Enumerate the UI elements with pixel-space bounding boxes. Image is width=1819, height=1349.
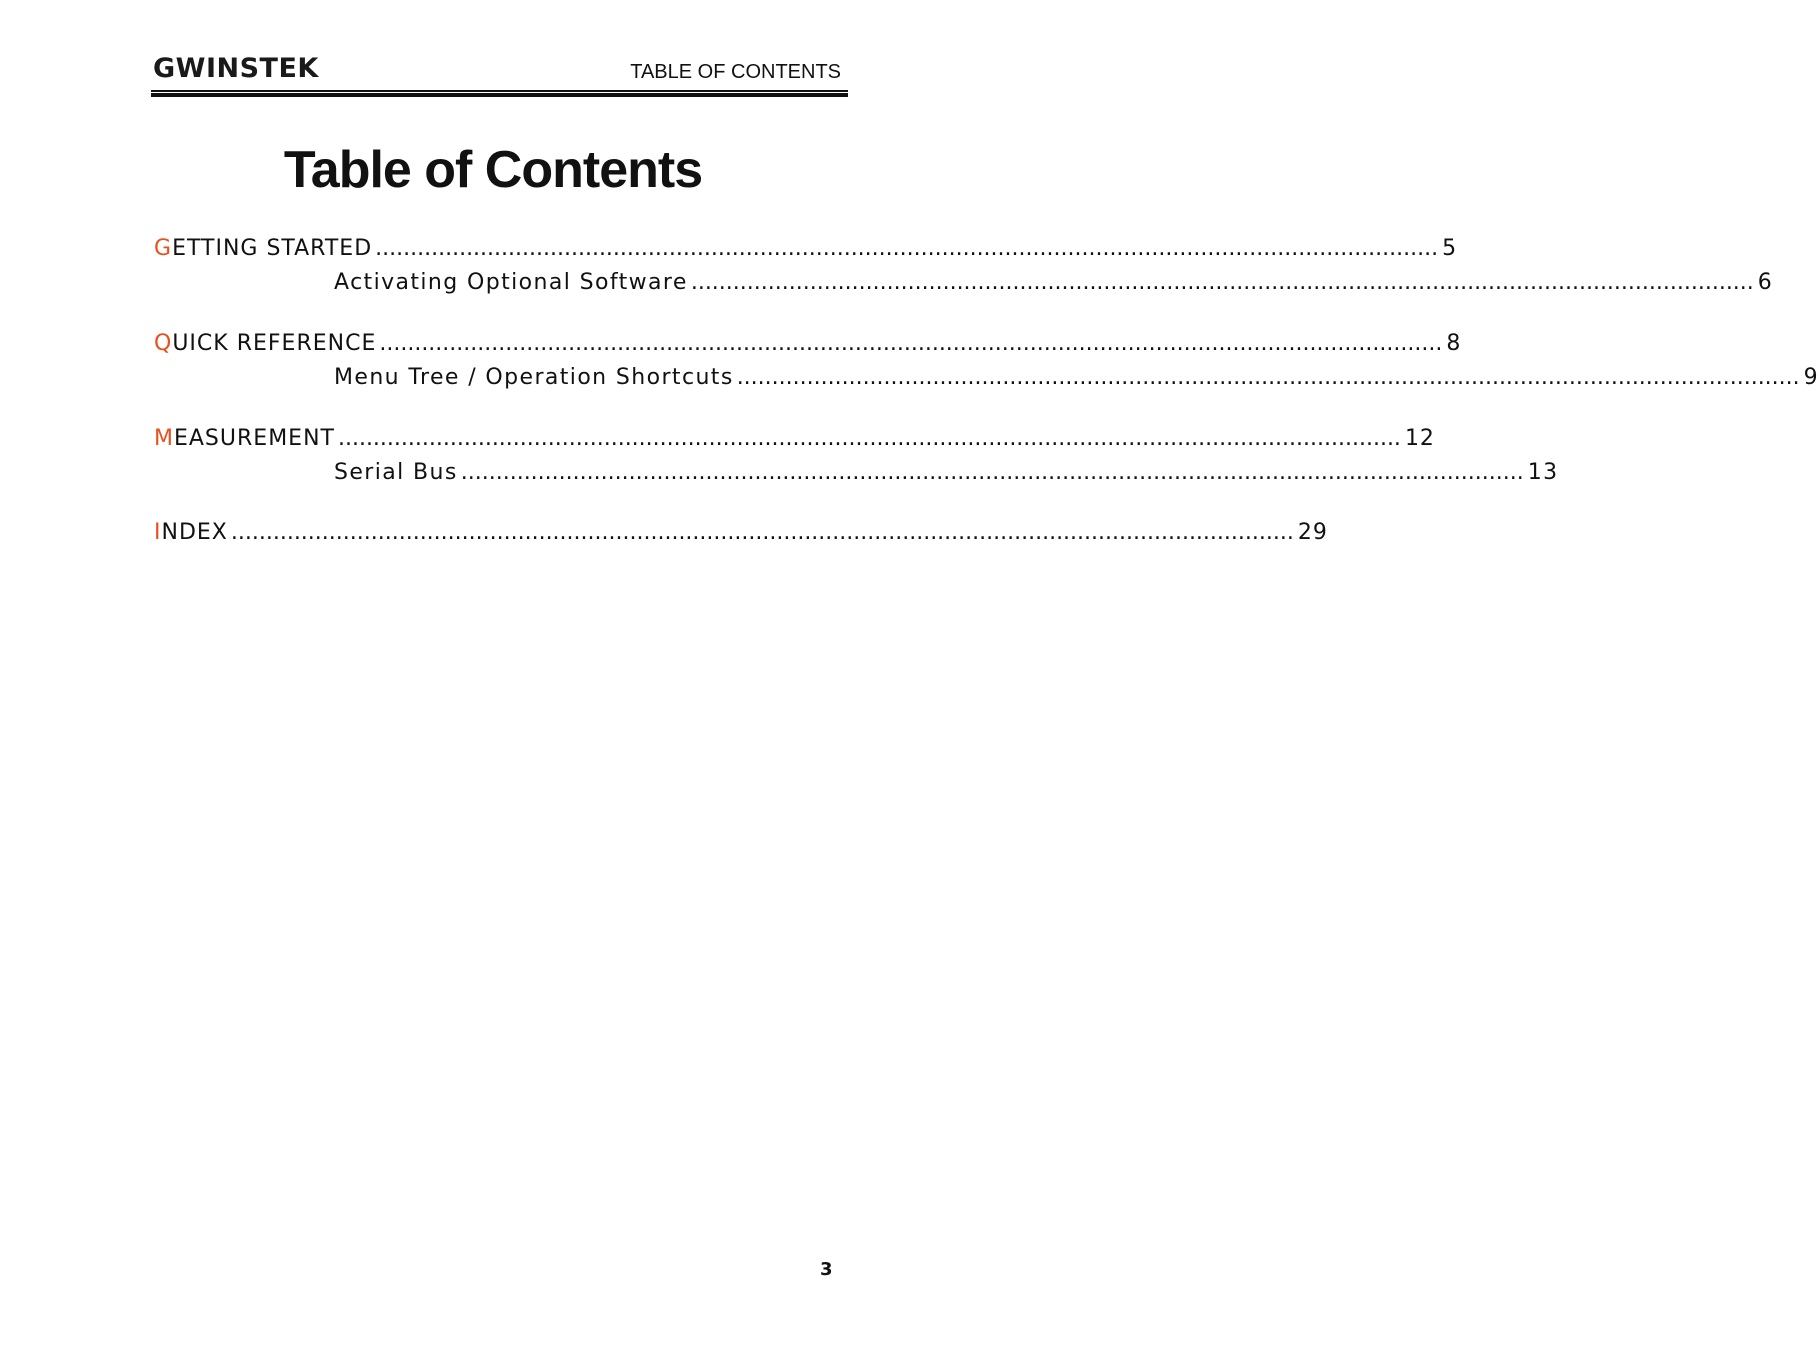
toc-section-activating-optional-software[interactable] — [334, 269, 1774, 297]
toc-chapter-getting-started[interactable] — [154, 235, 1458, 263]
toc-leader-dots: ........................................................................................................................................................ — [460, 460, 1524, 485]
toc-chapter-label: ETTING STARTED — [172, 236, 373, 261]
toc-page-number: 5 — [1442, 236, 1458, 261]
toc-chapter-measurement[interactable] — [154, 425, 1435, 453]
header-rule-thin — [151, 90, 848, 92]
toc-section-label: Activating Optional Software — [334, 270, 688, 295]
toc-chapter-initial: M — [154, 426, 174, 451]
footer-page-number: 3 — [820, 1259, 833, 1280]
toc-leader-dots: ........................................................................................................................................................ — [690, 270, 1754, 295]
toc-section-label: Serial Bus — [334, 460, 458, 485]
page-title: Table of Contents — [283, 141, 703, 199]
toc-chapter-initial: I — [154, 520, 162, 545]
toc-section-menu-tree[interactable] — [334, 364, 1819, 392]
toc-page-number: 12 — [1404, 426, 1435, 451]
running-header-title: TABLE OF CONTENTS — [630, 61, 841, 83]
toc-section-label: Menu Tree / Operation Shortcuts — [334, 365, 734, 390]
toc-chapter-quick-reference[interactable] — [154, 330, 1462, 358]
toc-leader-dots: ........................................................................................................................................................ — [230, 520, 1294, 545]
brand-logo: GWINSTEK — [153, 53, 319, 84]
toc-chapter-index[interactable] — [154, 519, 1328, 547]
toc-page-number: 13 — [1527, 460, 1559, 485]
toc-chapter-initial: G — [154, 236, 173, 261]
toc-page-number: 9 — [1803, 365, 1819, 390]
toc-leader-dots: ........................................................................................................................................................ — [375, 236, 1439, 261]
toc-chapter-initial: Q — [154, 331, 173, 356]
toc-chapter-label: UICK REFERENCE — [172, 331, 377, 356]
toc-chapter-label: EASUREMENT — [173, 426, 335, 451]
toc-page-number: 29 — [1297, 520, 1328, 545]
toc-section-serial-bus[interactable] — [334, 459, 1559, 487]
header-rule-thick — [151, 93, 848, 97]
toc-page-number: 6 — [1757, 270, 1774, 295]
toc-leader-dots: ........................................................................................................................................................ — [337, 426, 1401, 451]
toc-leader-dots: ........................................................................................................................................................ — [736, 365, 1800, 390]
toc-chapter-label: NDEX — [161, 520, 228, 545]
toc-page-number: 8 — [1446, 331, 1462, 356]
toc-leader-dots: ........................................................................................................................................................ — [379, 331, 1443, 356]
